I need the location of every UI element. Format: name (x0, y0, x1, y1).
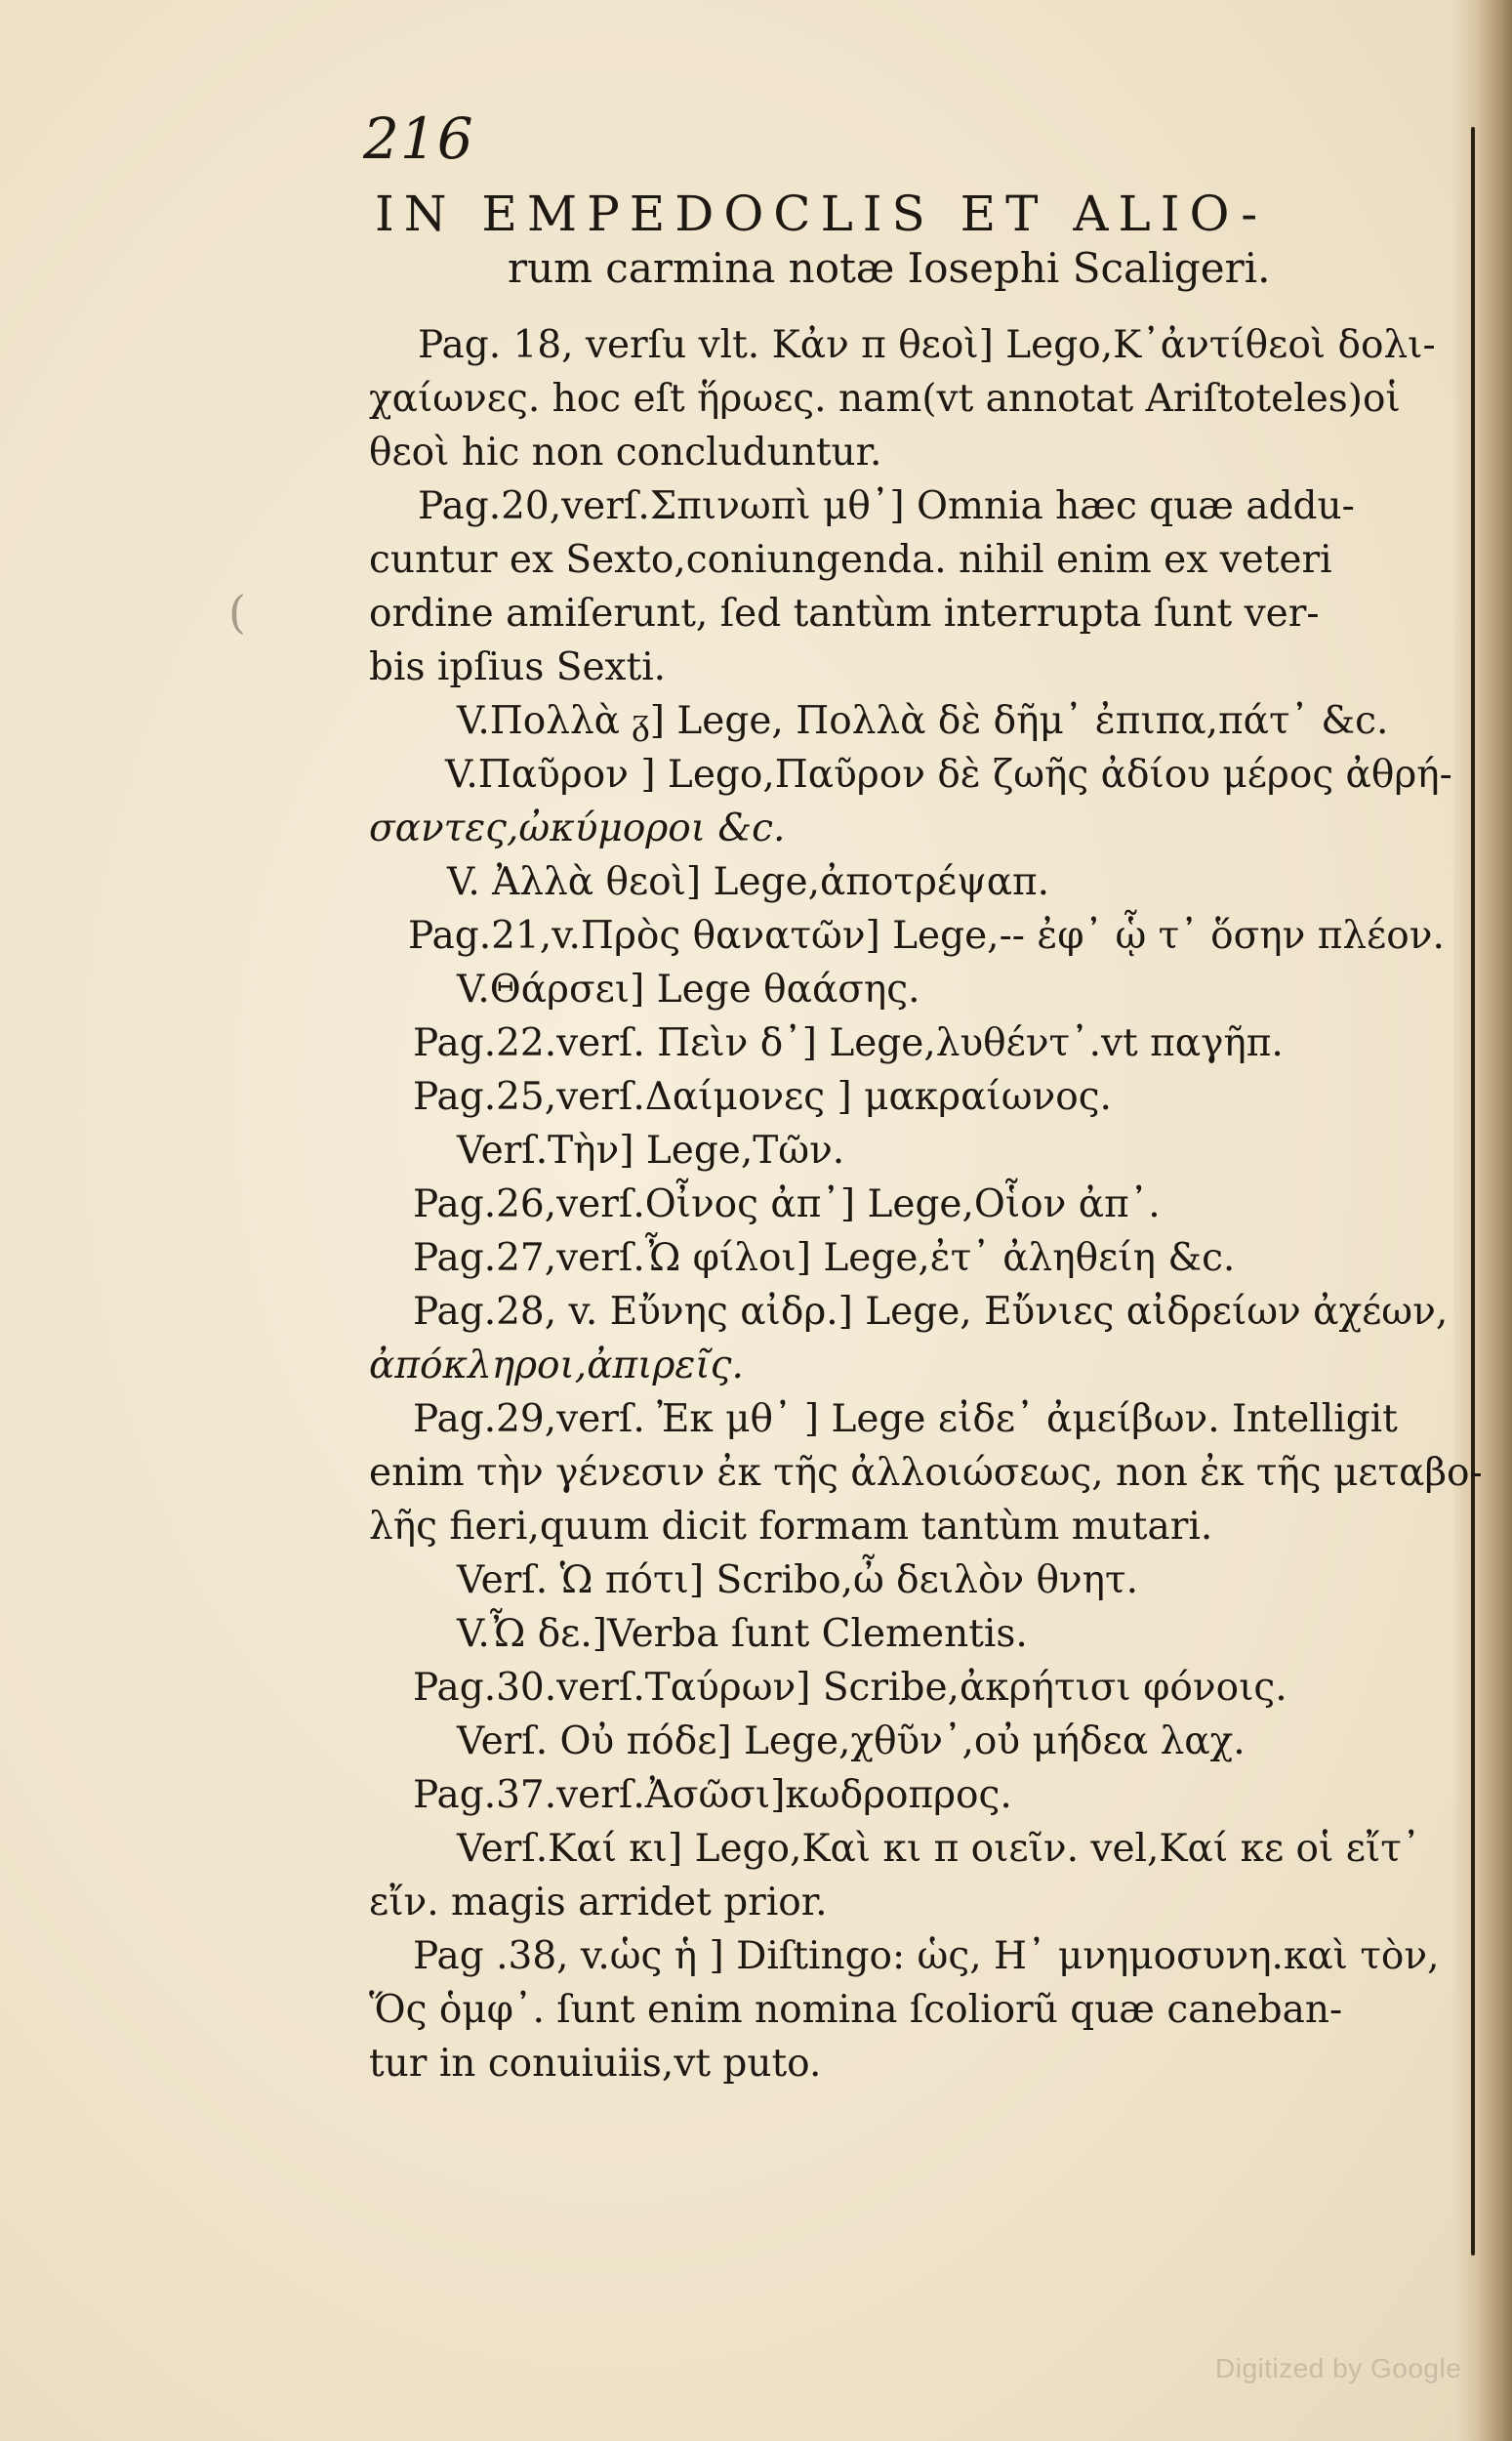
text-line: Pag .38, v.ὡς ἡ ] Diſtingo: ὡς, Η᾽ μνημοσυνη.καὶ τὸν, (413, 1934, 1440, 1978)
text-line: σαντες,ὠκύμοροι &c. (369, 807, 786, 850)
text-line: bis ipſius Sexti. (369, 645, 667, 689)
text-line: εἴν. magis arridet prior. (369, 1881, 828, 1924)
text-line: Pag.30.verſ.Ταύρων] Scribe,ἀκρήτισι φόνοις. (413, 1666, 1287, 1710)
text-line: Verſ. Ὡ πότι] Scribo,ὦ δειλὸν θνητ. (457, 1558, 1138, 1602)
page-heading: IN EMPEDOCLIS ET ALIO- (375, 186, 1268, 242)
text-line: Verſ.Τὴν] Lege,Τῶν. (457, 1129, 845, 1173)
margin-smudge-mark: ( (228, 586, 246, 639)
text-line: Verſ. Οὐ πόδε] Lege,χθῦν᾽,οὐ μήδεα λαχ. (457, 1719, 1246, 1763)
digitization-watermark: Digitized by Google (1215, 2353, 1462, 2383)
text-line: Pag.29,verſ. Ἐκ μθ᾽ ] Lege εἰδε᾽ ἀμείβων. Intelligit (413, 1397, 1398, 1441)
text-line: enim τὴν γένεσιν ἐκ τῆς ἀλλοιώσεως, non ἐκ τῆς μεταβο- (369, 1451, 1483, 1495)
text-line: Ὅς ὁμφ᾽. ſunt enim nomina ſcoliorũ quæ caneban- (369, 1988, 1343, 2032)
text-line: λῆς fieri,quum dicit formam tantùm mutari. (369, 1505, 1213, 1549)
text-line: Pag.27,verſ.Ὦ φίλοι] Lege,ἐτ᾽ ἀληθείη &c. (413, 1236, 1236, 1280)
text-line: θεοὶ hic non concluduntur. (369, 431, 882, 475)
text-line: Pag.28, v. Εὔνης αἰδρ.] Lege, Εὔνιες αἰδρείων ἀχέων, (413, 1290, 1449, 1334)
text-line: Pag. 18, verſu vlt. Κἀν π θεοὶ] Lego,Κ᾽ἀντίθεοὶ δολι- (418, 323, 1436, 367)
text-line: Pag.25,verſ.Δαίμονες ] μακραίωνος. (413, 1075, 1112, 1119)
text-line: ordine amiſerunt, ſed tantùm interrupta ſunt ver- (369, 592, 1320, 636)
binding-edge (1471, 127, 1475, 2255)
text-line: V. Ἀλλὰ θεοὶ] Lege,ἀποτρέψαπ. (447, 860, 1050, 904)
page-number: 216 (363, 105, 474, 172)
text-line: tur in conuiuiis,vt puto. (369, 2042, 822, 2086)
book-spine (1453, 0, 1512, 2441)
text-line: Pag.22.verſ. Πεὶν δ᾽] Lege,λυθέντ᾽.vt παγῆπ. (413, 1021, 1284, 1065)
text-line: V.Ὦ δε.]Verba ſunt Clementis. (457, 1612, 1028, 1656)
text-line: Pag.21,v.Πρὸς θανατῶν] Lege,-- ἐφ᾽ ᾧ τ᾽ ὅσην πλέον. (408, 914, 1445, 958)
text-line: ἀπόκληροι,ἀπιρεῖς. (369, 1344, 744, 1387)
text-line: χαίωνες. hoc eſt ἥρωες. nam(vt annotat Ariſtoteles)οἱ (369, 377, 1401, 421)
text-line: V.Πολλὰ ᵹ] Lege, Πολλὰ δὲ δῆμ᾽ ἐπιπα,πάτ᾽ &c. (457, 699, 1389, 743)
text-line: V.Παῦρον ] Lego,Παῦρον δὲ ζωῆς ἀδίου μέρος ἀθρή- (445, 753, 1452, 797)
text-line: Pag.20,verſ.Σπινωπὶ μθ᾽] Omnia hæc quæ addu- (418, 484, 1355, 528)
text-line: V.Θάρσει] Lege θαάσης. (457, 968, 920, 1012)
text-line: cuntur ex Sexto,coniungenda. nihil enim ex veteri (369, 538, 1332, 582)
text-line: Pag.26,verſ.Οἶνος ἀπ᾽] Lege,Οἷον ἀπ᾽. (413, 1182, 1161, 1226)
text-line: Verſ.Καί κι] Lego,Καὶ κι π οιεῖν. vel,Καί κε οἱ εἴτ᾽ (457, 1827, 1421, 1871)
text-line: Pag.37.verſ.Ἀσῶσι]κωδροπρος. (413, 1773, 1012, 1817)
page-subheading: rum carmina notæ Iosephi Scaligeri. (508, 244, 1271, 292)
